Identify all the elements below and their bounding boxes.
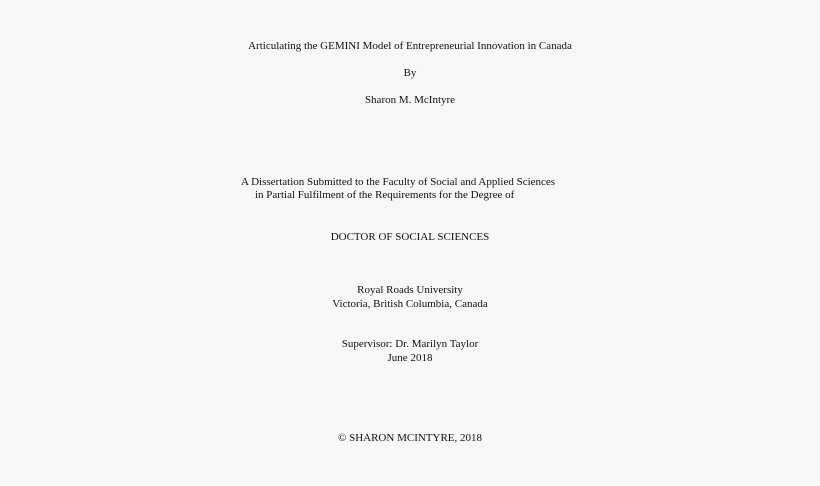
submission-line-2: in Partial Fulfilment of the Requirements for the Degree of xyxy=(255,189,515,201)
author-name: Sharon M. McIntyre xyxy=(364,94,456,106)
university-location: Victoria, British Columbia, Canada xyxy=(332,298,488,310)
degree-name: DOCTOR OF SOCIAL SCIENCES xyxy=(330,231,490,243)
submission-line-1: A Dissertation Submitted to the Faculty of Social and Applied Sciences xyxy=(241,176,556,188)
dissertation-title: Articulating the GEMINI Model of Entrepreneurial Innovation in Canada xyxy=(248,40,572,52)
copyright-notice: © SHARON MCINTYRE, 2018 xyxy=(337,432,483,444)
submission-date: June 2018 xyxy=(387,352,433,364)
university-name: Royal Roads University xyxy=(357,284,463,296)
supervisor-line: Supervisor: Dr. Marilyn Taylor xyxy=(341,338,479,350)
by-label: By xyxy=(403,67,417,79)
